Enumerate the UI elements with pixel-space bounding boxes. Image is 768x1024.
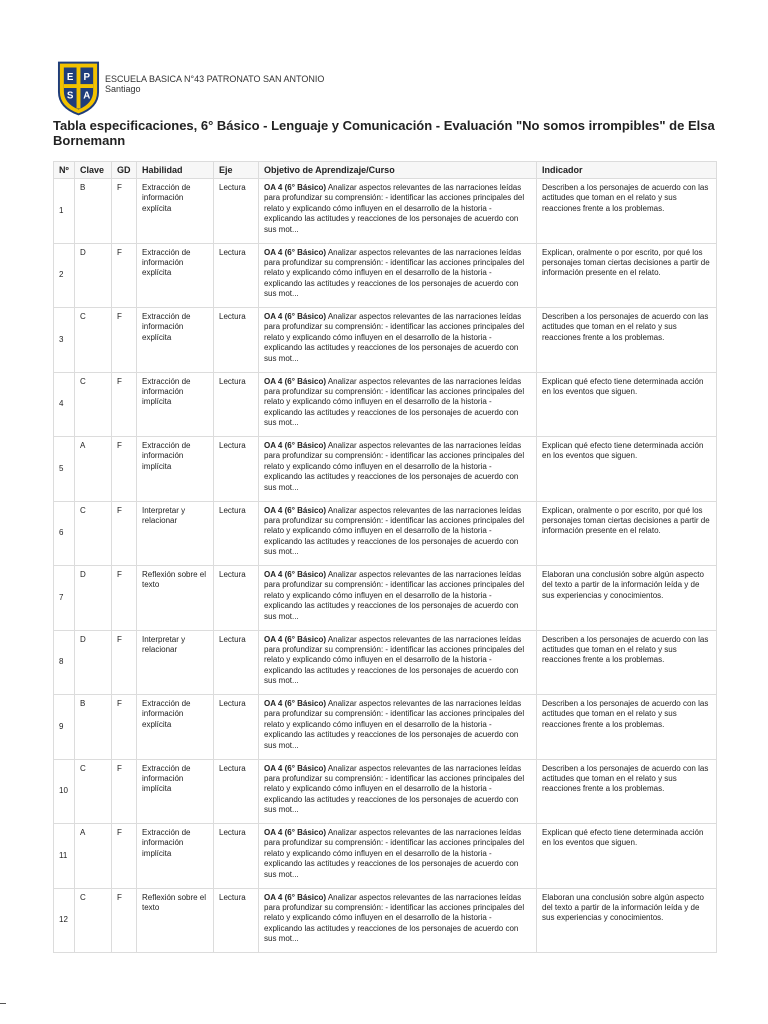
oa-text: Analizar aspectos relevantes de las narraciones leídas para profundizar su comprensión: - identificar las acciones principales del relato y explicando cómo influyen en el desarrollo de la historia - explicando las actitudes y reacciones de los personajes de acuerdo con sus mot... (264, 634, 525, 686)
cell-gd: F (112, 630, 137, 695)
cell-num: 9 (54, 695, 75, 760)
cell-objetivo (259, 566, 537, 631)
logo-letter-e: E (66, 72, 74, 84)
cell-gd: F (112, 308, 137, 373)
cell-num: 10 (54, 759, 75, 824)
logo-letter-s: S (66, 90, 74, 102)
oa-code: OA 4 (6° Básico) (264, 376, 327, 386)
cell-gd: F (112, 566, 137, 631)
cell-eje: Lectura (214, 888, 259, 953)
oa-text: Analizar aspectos relevantes de las narraciones leídas para profundizar su comprensión: - identificar las acciones principales del relato y explicando cómo influyen en el desarrollo de la historia - explicando las actitudes y reacciones de los personajes de acuerdo con sus mot... (264, 183, 525, 234)
cell-clave: C (75, 759, 112, 824)
oa-text: Analizar aspectos relevantes de las narraciones leídas para profundizar su comprensión: - identificar las acciones principales del relato y explicando cómo influyen en el desarrollo de la historia - explicando las actitudes y reacciones de los personajes de acuerdo con sus mot... (264, 699, 525, 750)
header-num: Nº (54, 162, 75, 179)
cell-clave: C (75, 501, 112, 566)
cell-num: 2 (54, 243, 75, 308)
logo-letter-p: P (83, 72, 91, 84)
cell-habilidad: Extracción de información implícita (137, 437, 214, 502)
school-header (57, 60, 324, 116)
cell-clave: A (75, 437, 112, 502)
school-info (105, 74, 324, 94)
cell-clave: C (75, 308, 112, 373)
cell-indicador: Explican, oralmente o por escrito, por qué los personajes toman ciertas decisiones a partir de información presente en el relato. (537, 243, 717, 308)
table-row (54, 888, 717, 953)
cell-gd: F (112, 888, 137, 953)
cell-gd: F (112, 695, 137, 760)
table-row (54, 566, 717, 631)
oa-code: OA 4 (6° Básico) (264, 312, 327, 321)
cell-eje: Lectura (214, 566, 259, 631)
cell-num: 3 (54, 308, 75, 373)
cell-habilidad: Reflexión sobre el texto (137, 566, 214, 631)
cell-num: 7 (54, 566, 75, 631)
cell-habilidad: Extracción de información explícita (137, 243, 214, 308)
header-gd: GD (112, 162, 137, 179)
cell-objetivo (259, 308, 537, 373)
oa-code: OA 4 (6° Básico) (264, 505, 327, 515)
cell-habilidad: Extracción de información implícita (137, 759, 214, 824)
cell-clave: A (75, 824, 112, 889)
cell-eje: Lectura (214, 179, 259, 244)
header-eje: Eje (214, 162, 259, 179)
school-crest-logo (57, 60, 100, 116)
cell-objetivo (259, 888, 537, 953)
oa-text: Analizar aspectos relevantes de las narraciones leídas para profundizar su comprensión: - identificar las acciones principales del relato y explicando cómo influyen en el desarrollo de la historia - explicando las actitudes y reacciones de los personajes de acuerdo con sus mot... (264, 312, 525, 363)
cell-eje: Lectura (214, 372, 259, 437)
cell-indicador: Explican qué efecto tiene determinada acción en los eventos que siguen. (537, 372, 717, 437)
cell-indicador: Explican, oralmente o por escrito, por qué los personajes toman ciertas decisiones a partir de información presente en el relato. (537, 501, 717, 566)
cell-clave: B (75, 695, 112, 760)
cell-eje: Lectura (214, 308, 259, 373)
cell-clave: C (75, 372, 112, 437)
header-habilidad: Habilidad (137, 162, 214, 179)
table-row (54, 372, 717, 437)
cell-eje: Lectura (214, 695, 259, 760)
cell-indicador: Describen a los personajes de acuerdo con las actitudes que toman en el relato y sus reacciones frente a los problemas. (537, 695, 717, 760)
oa-text: Analizar aspectos relevantes de las narraciones leídas para profundizar su comprensión: - identificar las acciones principales del relato y explicando cómo influyen en el desarrollo de la historia - explicando las actitudes y reacciones de los personajes de acuerdo con sus mot... (264, 376, 525, 428)
header-indicador: Indicador (537, 162, 717, 179)
table-row (54, 824, 717, 889)
cell-objetivo (259, 759, 537, 824)
cell-gd: F (112, 824, 137, 889)
table-header-row (54, 162, 717, 179)
table-row (54, 759, 717, 824)
cell-habilidad: Extracción de información explícita (137, 308, 214, 373)
cell-objetivo (259, 179, 537, 244)
cell-indicador: Elaboran una conclusión sobre algún aspecto del texto a partir de la información leída y de sus experiencias y conocimientos. (537, 566, 717, 631)
oa-code: OA 4 (6° Básico) (264, 183, 327, 192)
oa-code: OA 4 (6° Básico) (264, 763, 327, 773)
cell-indicador: Describen a los personajes de acuerdo con las actitudes que toman en el relato y sus reacciones frente a los problemas. (537, 179, 717, 244)
table-row (54, 437, 717, 502)
cell-habilidad: Interpretar y relacionar (137, 501, 214, 566)
document-title: Tabla especificaciones, 6° Básico - Lenguaje y Comunicación - Evaluación "No somos irrompibles" de Elsa Bornemann (53, 118, 715, 148)
oa-code: OA 4 (6° Básico) (264, 570, 327, 579)
cell-eje: Lectura (214, 824, 259, 889)
cell-indicador: Explican qué efecto tiene determinada acción en los eventos que siguen. (537, 824, 717, 889)
header-clave: Clave (75, 162, 112, 179)
cell-clave: D (75, 630, 112, 695)
cell-clave: C (75, 888, 112, 953)
cell-eje: Lectura (214, 437, 259, 502)
cell-objetivo (259, 630, 537, 695)
cell-num: 1 (54, 179, 75, 244)
oa-text: Analizar aspectos relevantes de las narraciones leídas para profundizar su comprensión: - identificar las acciones principales del relato y explicando cómo influyen en el desarrollo de la historia - explicando las actitudes y reacciones de los personajes de acuerdo con sus mot... (264, 505, 525, 557)
oa-code: OA 4 (6° Básico) (264, 634, 327, 644)
cell-habilidad: Extracción de información explícita (137, 695, 214, 760)
cell-clave: B (75, 179, 112, 244)
table-row (54, 501, 717, 566)
cell-clave: D (75, 243, 112, 308)
school-name: ESCUELA BASICA N°43 PATRONATO SAN ANTONIO (105, 74, 325, 84)
oa-text: Analizar aspectos relevantes de las narraciones leídas para profundizar su comprensión: - identificar las acciones principales del relato y explicando cómo influyen en el desarrollo de la historia - explicando las actitudes y reacciones de los personajes de acuerdo con sus mot... (264, 892, 525, 944)
cell-clave: D (75, 566, 112, 631)
oa-text: Analizar aspectos relevantes de las narraciones leídas para profundizar su comprensión: - identificar las acciones principales del relato y explicando cómo influyen en el desarrollo de la historia - explicando las actitudes y reacciones de los personajes de acuerdo con sus mot... (264, 570, 525, 621)
cell-habilidad: Extracción de información explícita (137, 179, 214, 244)
oa-code: OA 4 (6° Básico) (264, 247, 327, 257)
cell-habilidad: Interpretar y relacionar (137, 630, 214, 695)
page-edge-mark (0, 1003, 6, 1004)
cell-habilidad: Reflexión sobre el texto (137, 888, 214, 953)
cell-num: 11 (54, 824, 75, 889)
oa-text: Analizar aspectos relevantes de las narraciones leídas para profundizar su comprensión: - identificar las acciones principales del relato y explicando cómo influyen en el desarrollo de la historia - explicando las actitudes y reacciones de los personajes de acuerdo con sus mot... (264, 828, 525, 879)
cell-indicador: Describen a los personajes de acuerdo con las actitudes que toman en el relato y sus reacciones frente a los problemas. (537, 630, 717, 695)
table-row (54, 308, 717, 373)
cell-indicador: Describen a los personajes de acuerdo con las actitudes que toman en el relato y sus reacciones frente a los problemas. (537, 308, 717, 373)
cell-objetivo (259, 824, 537, 889)
oa-code: OA 4 (6° Básico) (264, 892, 327, 902)
cell-eje: Lectura (214, 243, 259, 308)
cell-objetivo (259, 437, 537, 502)
cell-indicador: Elaboran una conclusión sobre algún aspecto del texto a partir de la información leída y de sus experiencias y conocimientos. (537, 888, 717, 953)
cell-eje: Lectura (214, 630, 259, 695)
cell-gd: F (112, 372, 137, 437)
table-row (54, 695, 717, 760)
table-row (54, 243, 717, 308)
cell-objetivo (259, 372, 537, 437)
oa-code: OA 4 (6° Básico) (264, 441, 327, 450)
cell-indicador: Describen a los personajes de acuerdo con las actitudes que toman en el relato y sus reacciones frente a los problemas. (537, 759, 717, 824)
cell-num: 5 (54, 437, 75, 502)
cell-gd: F (112, 243, 137, 308)
cell-num: 6 (54, 501, 75, 566)
cell-gd: F (112, 437, 137, 502)
table-row (54, 179, 717, 244)
cell-num: 4 (54, 372, 75, 437)
cell-num: 12 (54, 888, 75, 953)
cell-objetivo (259, 695, 537, 760)
logo-letter-a: A (83, 90, 91, 102)
header-objetivo: Objetivo de Aprendizaje/Curso (259, 162, 537, 179)
school-city: Santiago (105, 84, 141, 94)
oa-text: Analizar aspectos relevantes de las narraciones leídas para profundizar su comprensión: - identificar las acciones principales del relato y explicando cómo influyen en el desarrollo de la historia - explicando las actitudes y reacciones de los personajes de acuerdo con sus mot... (264, 763, 525, 815)
cell-gd: F (112, 501, 137, 566)
cell-num: 8 (54, 630, 75, 695)
cell-gd: F (112, 179, 137, 244)
cell-indicador: Explican qué efecto tiene determinada acción en los eventos que siguen. (537, 437, 717, 502)
table-row (54, 630, 717, 695)
cell-objetivo (259, 501, 537, 566)
oa-code: OA 4 (6° Básico) (264, 699, 327, 708)
oa-text: Analizar aspectos relevantes de las narraciones leídas para profundizar su comprensión: - identificar las acciones principales del relato y explicando cómo influyen en el desarrollo de la historia - explicando las actitudes y reacciones de los personajes de acuerdo con sus mot... (264, 441, 525, 492)
cell-gd: F (112, 759, 137, 824)
oa-code: OA 4 (6° Básico) (264, 828, 327, 837)
cell-objetivo (259, 243, 537, 308)
cell-eje: Lectura (214, 501, 259, 566)
cell-eje: Lectura (214, 759, 259, 824)
cell-habilidad: Extracción de información implícita (137, 372, 214, 437)
oa-text: Analizar aspectos relevantes de las narraciones leídas para profundizar su comprensión: - identificar las acciones principales del relato y explicando cómo influyen en el desarrollo de la historia - explicando las actitudes y reacciones de los personajes de acuerdo con sus mot... (264, 247, 525, 299)
specifications-table (53, 161, 717, 953)
cell-habilidad: Extracción de información implícita (137, 824, 214, 889)
